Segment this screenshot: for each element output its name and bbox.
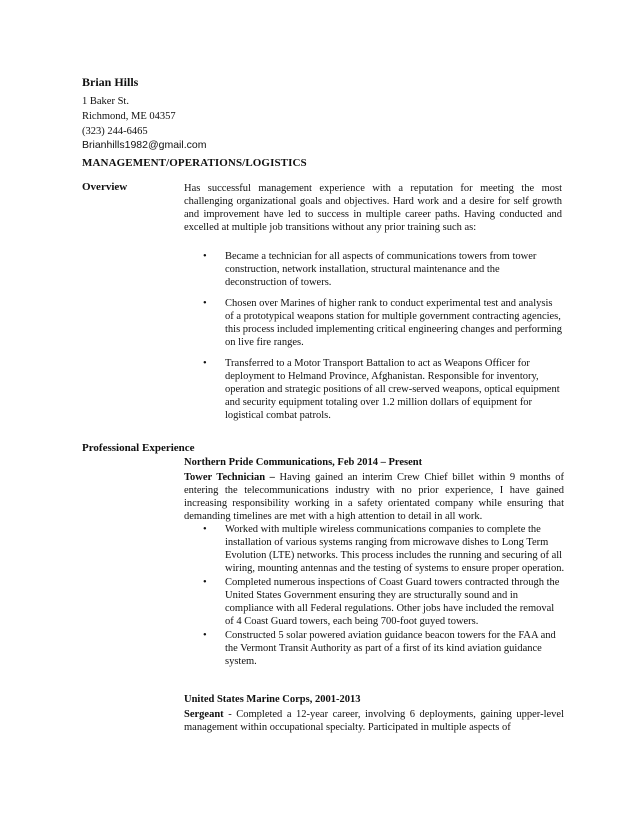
overview-summary: Has successful management experience with a reputation for meeting the most challenging organizational goals and objectives. Hard work and a desire for self growth and improvement have led to success in multiple career paths. Having conducted and excelled at multiple job transitions without any prior training such as: (184, 183, 562, 233)
overview-bullet-text: Chosen over Marines of higher rank to conduct experimental test and analysis of a prototypical weapons station for multiple government contracting agencies, this process included implementing critical engineering changes and performing on live fire ranges. (225, 298, 563, 348)
overview-bullet-text: Transferred to a Motor Transport Battalion to act as Weapons Officer for deployment to Helmand Province, Afghanistan. Responsible for inventory, operation and strategic positions of all crew-served weapons, optical equipment and security equipment totaling over 1.2 million dollars of equipment for logistical combat patrols. (225, 358, 560, 421)
job-description-text: - Completed a 12-year career, involving 6 deployments, gaining upper-level management within occupational specialty. Participated in multiple aspects of (184, 709, 564, 733)
experience-label: Professional Experience (82, 442, 195, 454)
list-item (203, 629, 565, 668)
bullet-glyph: • (203, 251, 207, 262)
phone-number: (323) 244-6465 (82, 126, 148, 137)
list-item (203, 357, 563, 422)
list-item (203, 297, 563, 349)
bullet-glyph: • (203, 524, 207, 535)
career-heading: MANAGEMENT/OPERATIONS/LOGISTICS (82, 157, 307, 169)
job-bullet-list (203, 523, 565, 668)
employer-heading: Northern Pride Communications, Feb 2014 – Present (184, 457, 423, 468)
bullet-glyph: • (203, 358, 207, 369)
street-address: 1 Baker St. (82, 96, 129, 107)
overview-bullet-text: Became a technician for all aspects of communications towers from tower construction, network installation, structural maintenance and the deconstruction of towers. (225, 251, 537, 288)
employer-heading: United States Marine Corps, 2001-2013 (184, 694, 361, 705)
list-item (203, 523, 565, 575)
job-description (184, 471, 564, 523)
bullet-glyph: • (203, 630, 207, 641)
list-item (203, 250, 563, 289)
list-item (203, 576, 565, 628)
job-bullet-text: Completed numerous inspections of Coast Guard towers contracted through the United States Government ensuring they are structurally sound and in compliance with all Federal regulations. Other jobs have included the removal of 4 Coast Guard towers, each being 700-foot guyed towers. (225, 577, 560, 627)
candidate-name: Brian Hills (82, 75, 139, 89)
job-role: Tower Technician – (184, 472, 275, 483)
overview-label: Overview (82, 181, 128, 193)
city-address: Richmond, ME 04357 (82, 111, 176, 122)
job-description (184, 708, 564, 734)
job-description-text: Having gained an interim Crew Chief billet within 9 months of entering the telecommunications industry with no prior experience, I have gained increasing responsibility working in a safety orientated company while ensuring that demanding timelines are met with a high attention to detail in all work. (184, 472, 564, 522)
bullet-glyph: • (203, 577, 207, 588)
overview-bullet-list (203, 250, 563, 422)
job-bullet-text: Worked with multiple wireless communications companies to complete the installation of various systems ranging from microwave dishes to Long Term Evolution (LTE) networks. This process includes the running and securing of all wiring, mounting antennas and the testing of systems to ensure proper operation. (225, 524, 565, 574)
job-role: Sergeant (184, 709, 224, 720)
email-address: Brianhills1982@gmail.com (82, 139, 207, 151)
job-bullet-text: Constructed 5 solar powered aviation guidance beacon towers for the FAA and the Vermont Transit Authority as part of a first of its kind aviation guidance system. (225, 630, 556, 667)
bullet-glyph: • (203, 298, 207, 309)
